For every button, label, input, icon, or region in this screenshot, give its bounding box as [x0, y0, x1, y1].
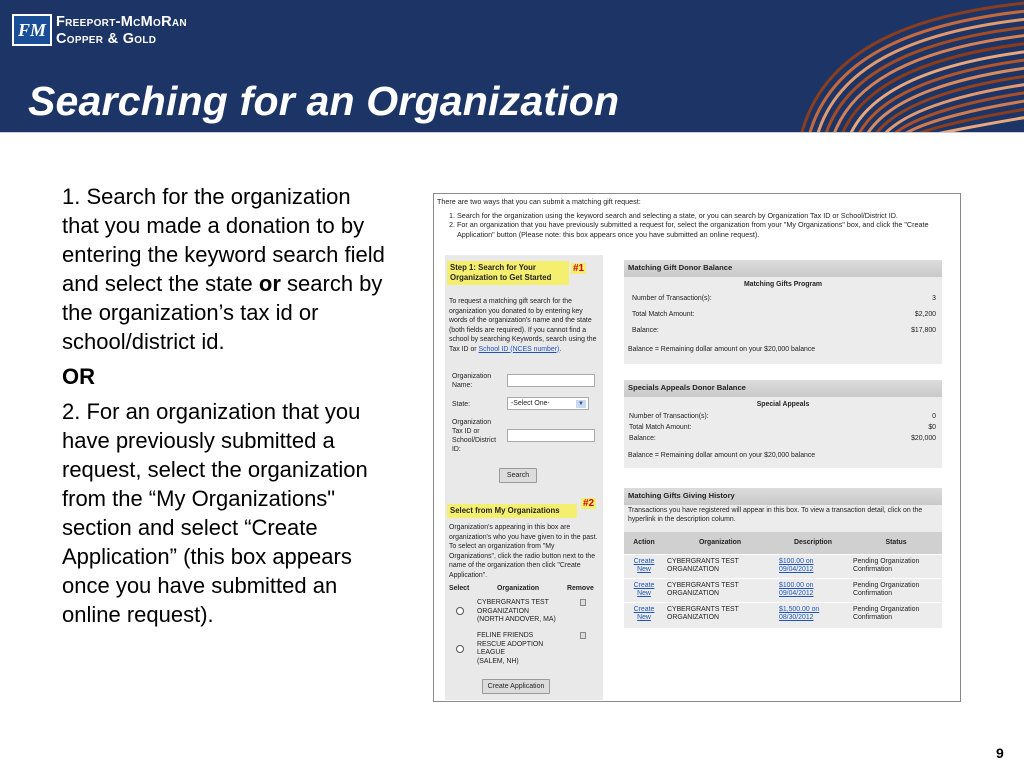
state-select[interactable]: -Select One- ▼	[507, 397, 589, 410]
create-new-link[interactable]: Create New	[633, 581, 655, 597]
col-organization: Organization	[664, 532, 776, 554]
transactions-label: Number of Transaction(s):	[632, 295, 712, 302]
donor-balance-heading: Matching Gift Donor Balance	[624, 260, 942, 277]
intro-item: 2. For an organization that you have previously submitted a request for, select the organization from your "My Organizations" box, and click the "Create Application" button (Please note: this box appears once you have submitted an online request).	[457, 220, 957, 239]
state-label: State:	[452, 401, 471, 408]
step1-description: To request a matching gift search for the organization you donated to by entering key words of the organization's name and the state (both fields are required). If you cannot find a school by searching Keywords, search using the Tax ID or School ID (NCES number).	[449, 298, 597, 353]
list-item: FELINE FRIENDS RESCUE ADOPTION LEAGUE (SALEM, NH)	[477, 632, 544, 665]
school-id-link[interactable]: School ID (NCES number)	[478, 345, 560, 353]
description-link[interactable]: $1,500.00 on 08/30/2012	[779, 605, 820, 621]
table-row	[624, 578, 942, 602]
company-logo: FM	[12, 14, 52, 46]
instruction-step-2: 2. For an organization that you have previously submitted a request, select the organization from the “My Organizations" section and select “Create Application” (this box appears once you have submitted an online request).	[62, 399, 368, 627]
embedded-screenshot	[433, 193, 961, 702]
program-name: Special Appeals	[756, 401, 810, 408]
company-name: Freeport-McMoRan Copper & Gold	[56, 14, 187, 47]
col-description: Description	[776, 532, 850, 554]
create-application-button[interactable]: Create Application	[482, 679, 550, 694]
transactions-label: Number of Transaction(s):	[629, 413, 709, 420]
match-amount-label: Total Match Amount:	[632, 311, 695, 318]
history-heading: Matching Gifts Giving History	[624, 488, 942, 505]
giving-history-panel	[624, 488, 942, 628]
match-amount-value: $0	[928, 424, 936, 431]
org-name-label: Organization Name:	[452, 373, 492, 389]
org-radio-1[interactable]	[456, 607, 464, 615]
row-status: Pending Organization Confirmation	[850, 602, 942, 626]
chevron-down-icon: ▼	[576, 400, 586, 408]
balance-label: Balance:	[629, 435, 656, 442]
step1-heading: Step 1: Search for Your Organization to Get Started	[447, 261, 569, 285]
search-column	[445, 255, 603, 700]
col-remove-header: Remove	[567, 585, 594, 592]
trash-icon[interactable]	[580, 599, 586, 606]
intro-item: 1. Search for the organization using the keyword search and selecting a state, or you can search by Organization Tax ID or School/District ID.	[457, 211, 957, 221]
history-table	[624, 532, 942, 626]
transactions-value: 0	[932, 413, 936, 420]
match-amount-value: $2,200	[914, 311, 936, 318]
row-status: Pending Organization Confirmation	[850, 554, 942, 578]
my-orgs-tag: #2	[583, 498, 595, 509]
row-org: CYBERGRANTS TEST ORGANIZATION	[664, 554, 776, 578]
col-org-header: Organization	[497, 585, 540, 592]
or-label: OR	[62, 364, 95, 389]
donor-balance-panel	[624, 260, 942, 364]
history-description: Transactions you have registered will appear in this box. To view a transaction detail, click on the hyperlink in the description column.	[628, 507, 923, 523]
create-new-link[interactable]: Create New	[633, 605, 655, 621]
instructions-text	[62, 182, 392, 635]
description-link[interactable]: $100.00 on 09/04/2012	[779, 557, 814, 573]
table-row	[624, 602, 942, 626]
balance-value: $17,800	[911, 327, 936, 334]
table-row	[624, 554, 942, 578]
row-org: CYBERGRANTS TEST ORGANIZATION	[664, 602, 776, 626]
intro-text: There are two ways that you can submit a matching gift request: 1. Search for the organization using the keyword search and selecting a state, or you can search by Organization Tax ID or School/District ID. 2. For an organization that you have previously submitted a request for, select the organization from your "My Organizations" box, and click the "Create Application" button (Please note: this box appears once you have submitted an online request).	[437, 197, 957, 239]
row-status: Pending Organization Confirmation	[850, 578, 942, 602]
balance-value: $20,000	[911, 435, 936, 442]
instruction-step-1: 1. Search for the organization that you made a donation to by entering the keyword search field and select the state or search by the organization’s tax id or school/district id.	[62, 184, 385, 354]
balance-note: Balance = Remaining dollar amount on your $20,000 balance	[628, 346, 816, 353]
my-orgs-heading: Select from My Organizations	[447, 504, 577, 518]
col-select-header: Select	[449, 585, 470, 592]
slide-title: Searching for an Organization	[28, 78, 620, 124]
specials-balance-panel	[624, 380, 942, 468]
tax-id-input[interactable]	[507, 429, 595, 442]
specials-heading: Specials Appeals Donor Balance	[624, 380, 942, 397]
step1-tag: #1	[573, 263, 585, 274]
balance-label: Balance:	[632, 327, 659, 334]
header-divider	[0, 132, 1024, 133]
transactions-value: 3	[932, 295, 936, 302]
col-action: Action	[624, 532, 664, 554]
org-name-input[interactable]	[507, 374, 595, 387]
program-name: Matching Gifts Program	[743, 281, 823, 288]
balance-note: Balance = Remaining dollar amount on your $20,000 balance	[628, 452, 816, 459]
row-org: CYBERGRANTS TEST ORGANIZATION	[664, 578, 776, 602]
trash-icon[interactable]	[580, 632, 586, 639]
copper-wire-image	[760, 0, 1024, 133]
slide-header	[0, 0, 1024, 133]
search-button[interactable]: Search	[499, 468, 537, 483]
page-number: 9	[996, 745, 1004, 761]
description-link[interactable]: $100.00 on 09/04/2012	[779, 581, 814, 597]
create-new-link[interactable]: Create New	[633, 557, 655, 573]
my-orgs-description: Organization's appearing in this box are organization's who you have given to in the past. To select an organization from "My Organizations", click the radio button next to the name of the organization then click "Create Application".	[449, 524, 598, 579]
org-radio-2[interactable]	[456, 645, 464, 653]
col-status: Status	[850, 532, 942, 554]
match-amount-label: Total Match Amount:	[629, 424, 692, 431]
tax-id-label: Organization Tax ID or School/District ID:	[452, 419, 497, 453]
list-item: CYBERGRANTS TEST ORGANIZATION (NORTH ANDOVER, MA)	[477, 599, 556, 623]
